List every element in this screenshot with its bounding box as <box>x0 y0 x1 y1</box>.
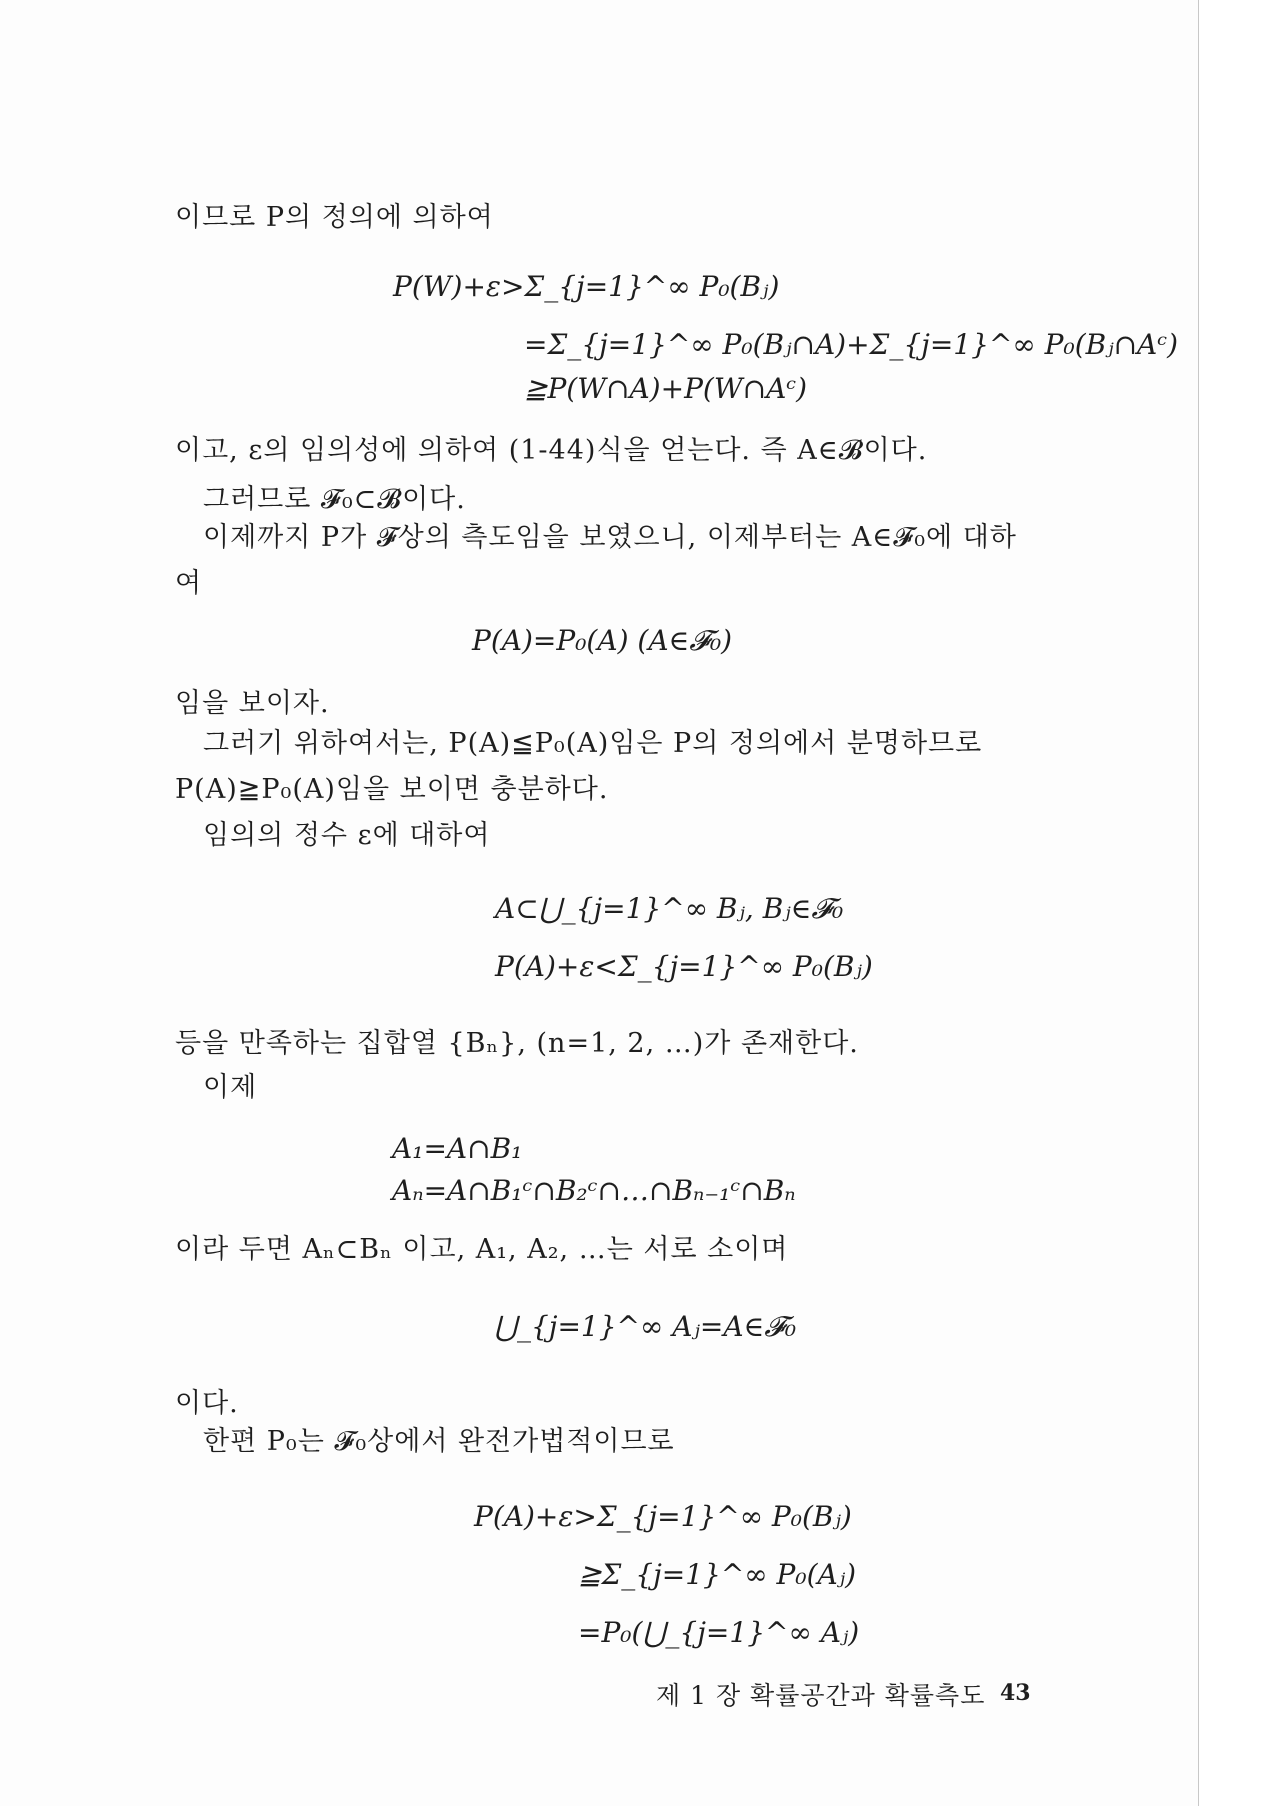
equation-1-line-1: P(W)+ε>Σ_{j=1}^∞ P₀(Bⱼ) <box>393 270 780 303</box>
equation-5: ⋃_{j=1}^∞ Aⱼ=A∈𝓕₀ <box>494 1310 797 1343</box>
equation-1-line-3: ≧P(W∩A)+P(W∩Aᶜ) <box>524 372 808 405</box>
equation-6-line-1: P(A)+ε>Σ_{j=1}^∞ P₀(Bⱼ) <box>474 1500 852 1533</box>
equation-3-line-1: A⊂⋃_{j=1}^∞ Bⱼ, Bⱼ∈𝓕₀ <box>495 892 844 925</box>
paragraph-2: 이고, ε의 임의성에 의하여 (1-44)식을 얻는다. 즉 A∈𝓑이다. <box>175 435 928 466</box>
paragraph-8: 등을 만족하는 집합열 {Bₙ}, (n=1, 2, …)가 존재한다. <box>175 1028 859 1059</box>
equation-1-line-2: =Σ_{j=1}^∞ P₀(Bⱼ∩A)+Σ_{j=1}^∞ P₀(Bⱼ∩Aᶜ) <box>524 328 1179 361</box>
paragraph-4a: 이제까지 P가 𝓕상의 측도임을 보였으니, 이제부터는 A∈𝓕₀에 대하 <box>203 522 1017 553</box>
paragraph-12: 한편 P₀는 𝓕₀상에서 완전가법적이므로 <box>203 1426 675 1457</box>
chapter-footer: 제 1 장 확률공간과 확률측도 <box>656 1681 986 1710</box>
paragraph-1: 이므로 P의 정의에 의하여 <box>175 202 494 233</box>
paragraph-6a: 그러기 위하여서는, P(A)≦P₀(A)임은 P의 정의에서 분명하므로 <box>203 728 983 759</box>
equation-6-line-3: =P₀(⋃_{j=1}^∞ Aⱼ) <box>578 1616 860 1649</box>
paragraph-4b: 여 <box>175 568 203 599</box>
equation-6-line-2: ≧Σ_{j=1}^∞ P₀(Aⱼ) <box>578 1558 857 1591</box>
equation-4-line-2: Aₙ=A∩B₁ᶜ∩B₂ᶜ∩…∩Bₙ₋₁ᶜ∩Bₙ <box>392 1174 796 1207</box>
paragraph-10: 이라 두면 Aₙ⊂Bₙ 이고, A₁, A₂, …는 서로 소이며 <box>175 1234 789 1265</box>
page-number: 43 <box>1000 1680 1031 1706</box>
equation-4-line-1: A₁=A∩B₁ <box>392 1132 523 1165</box>
paragraph-11: 이다. <box>175 1388 239 1419</box>
paragraph-6b: P(A)≧P₀(A)임을 보이면 충분하다. <box>175 774 609 805</box>
paragraph-5: 임을 보이자. <box>175 688 330 719</box>
paragraph-7: 임의의 정수 ε에 대하여 <box>203 820 491 851</box>
paragraph-3: 그러므로 𝓕₀⊂𝓑이다. <box>203 484 466 515</box>
equation-3-line-2: P(A)+ε<Σ_{j=1}^∞ P₀(Bⱼ) <box>495 950 873 983</box>
page-edge-shadow <box>1198 0 1282 1806</box>
paragraph-9: 이제 <box>203 1072 258 1103</box>
equation-2: P(A)=P₀(A) (A∈𝓕₀) <box>472 624 733 657</box>
